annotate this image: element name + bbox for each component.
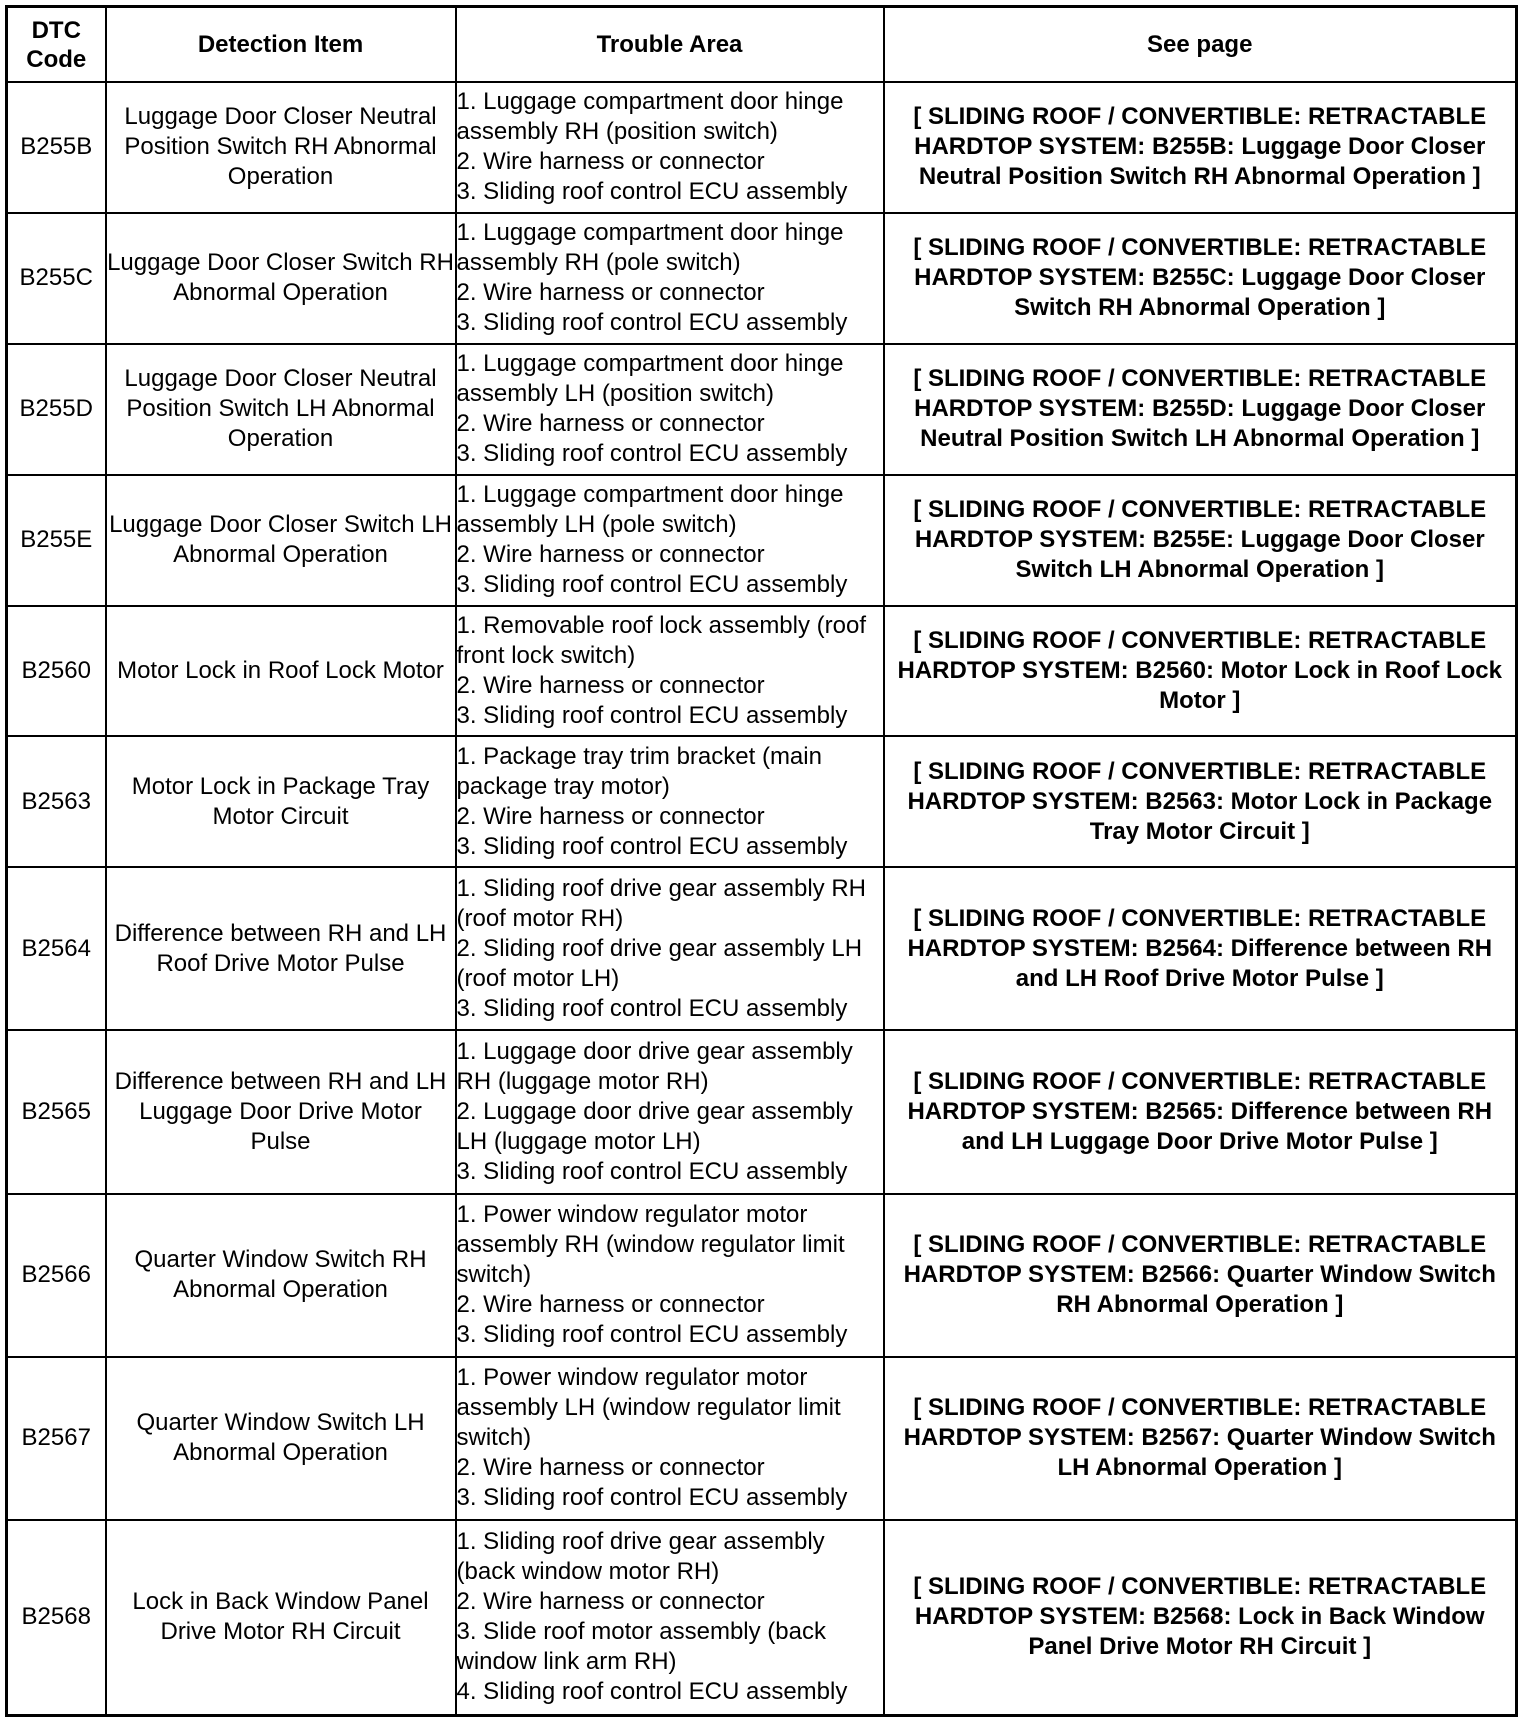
detection-item-cell: Difference between RH and LH Roof Drive Motor Pulse (106, 867, 456, 1030)
table-row (7, 736, 1517, 867)
trouble-area-item: 3. Sliding roof control ECU assembly (456, 440, 848, 468)
see-page-reference: [ SLIDING ROOF / CONVERTIBLE: RETRACTABLE HARDTOP SYSTEM: B255C: Luggage Door Closer Switch RH Abnormal Operation ] (884, 213, 1517, 344)
trouble-area-cell (456, 344, 884, 475)
trouble-area-item: 3. Sliding roof control ECU assembly (456, 1484, 848, 1512)
see-page-reference: [ SLIDING ROOF / CONVERTIBLE: RETRACTABLE HARDTOP SYSTEM: B2567: Quarter Window Switch LH Abnormal Operation ] (884, 1357, 1517, 1520)
trouble-area-cell (456, 475, 884, 606)
trouble-area-item: 2. Wire harness or connector (456, 672, 765, 699)
trouble-area-item: 1. Removable roof lock assembly (roof front lock switch) (456, 612, 866, 669)
trouble-area-cell (456, 1194, 884, 1357)
trouble-area-item: 2. Wire harness or connector (456, 1588, 765, 1616)
trouble-area-item: 2. Wire harness or connector (456, 802, 765, 830)
table-row (7, 1194, 1517, 1357)
see-page-reference: [ SLIDING ROOF / CONVERTIBLE: RETRACTABLE HARDTOP SYSTEM: B2566: Quarter Window Switch RH Abnormal Operation ] (884, 1194, 1517, 1357)
trouble-area-item: 2. Wire harness or connector (456, 1454, 765, 1482)
trouble-area-item: 2. Luggage door drive gear assembly LH (luggage motor LH) (456, 1097, 853, 1155)
detection-item-cell: Difference between RH and LH Luggage Door Drive Motor Pulse (106, 1030, 456, 1193)
see-page-reference: [ SLIDING ROOF / CONVERTIBLE: RETRACTABLE HARDTOP SYSTEM: B255D: Luggage Door Closer Neutral Position Switch LH Abnormal Operation ] (884, 344, 1517, 475)
detection-item-cell: Luggage Door Closer Switch RH Abnormal Operation (106, 213, 456, 344)
dtc-code-cell: B2567 (7, 1357, 106, 1520)
trouble-area-cell (456, 1520, 884, 1716)
trouble-area-cell (456, 213, 884, 344)
see-page-reference: [ SLIDING ROOF / CONVERTIBLE: RETRACTABLE HARDTOP SYSTEM: B255B: Luggage Door Closer Neutral Position Switch RH Abnormal Operation ] (884, 82, 1517, 213)
detection-item-cell: Quarter Window Switch RH Abnormal Operation (106, 1194, 456, 1357)
detection-item-cell: Luggage Door Closer Neutral Position Switch RH Abnormal Operation (106, 82, 456, 213)
table-body (7, 82, 1517, 1716)
trouble-area-item: 1. Luggage compartment door hinge assembly LH (position switch) (456, 350, 844, 408)
dtc-code-cell: B255D (7, 344, 106, 475)
see-page-reference: [ SLIDING ROOF / CONVERTIBLE: RETRACTABLE HARDTOP SYSTEM: B2564: Difference between RH and LH Roof Drive Motor Pulse ] (884, 867, 1517, 1030)
see-page-reference: [ SLIDING ROOF / CONVERTIBLE: RETRACTABLE HARDTOP SYSTEM: B2563: Motor Lock in Package Tray Motor Circuit ] (884, 736, 1517, 867)
table-row (7, 1520, 1517, 1716)
dtc-code-cell: B2566 (7, 1194, 106, 1357)
detection-item-cell: Motor Lock in Roof Lock Motor (106, 606, 456, 737)
dtc-code-cell: B2560 (7, 606, 106, 737)
table-row (7, 344, 1517, 475)
trouble-area-item: 1. Sliding roof drive gear assembly RH (roof motor RH) (456, 874, 867, 932)
see-page-reference: [ SLIDING ROOF / CONVERTIBLE: RETRACTABLE HARDTOP SYSTEM: B255E: Luggage Door Closer Switch LH Abnormal Operation ] (884, 475, 1517, 606)
trouble-area-item: 2. Wire harness or connector (456, 279, 765, 307)
trouble-area-cell (456, 867, 884, 1030)
dtc-code-cell: B255B (7, 82, 106, 213)
table-row (7, 867, 1517, 1030)
trouble-area-item: 1. Luggage door drive gear assembly RH (luggage motor RH) (456, 1037, 853, 1095)
table-header (7, 7, 1517, 83)
header-trouble-area: Trouble Area (456, 7, 884, 83)
trouble-area-item: 3. Sliding roof control ECU assembly (456, 1157, 848, 1185)
table-row (7, 82, 1517, 213)
header-see-page: See page (884, 7, 1517, 83)
trouble-area-item: 3. Sliding roof control ECU assembly (456, 1321, 848, 1349)
dtc-code-cell: B2563 (7, 736, 106, 867)
trouble-area-item: 3. Slide roof motor assembly (back window link arm RH) (456, 1618, 826, 1676)
see-page-reference: [ SLIDING ROOF / CONVERTIBLE: RETRACTABLE HARDTOP SYSTEM: B2568: Lock in Back Window Panel Drive Motor RH Circuit ] (884, 1520, 1517, 1716)
table-row (7, 1357, 1517, 1520)
detection-item-cell: Lock in Back Window Panel Drive Motor RH Circuit (106, 1520, 456, 1716)
dtc-code-cell: B255C (7, 213, 106, 344)
header-detection-item: Detection Item (106, 7, 456, 83)
table-row (7, 606, 1517, 737)
dtc-code-cell: B255E (7, 475, 106, 606)
trouble-area-item: 1. Luggage compartment door hinge assembly LH (pole switch) (456, 481, 844, 539)
table-row (7, 1030, 1517, 1193)
trouble-area-item: 3. Sliding roof control ECU assembly (456, 178, 848, 206)
header-row (7, 7, 1517, 83)
trouble-area-item: 2. Wire harness or connector (456, 410, 765, 438)
detection-item-cell: Luggage Door Closer Switch LH Abnormal Operation (106, 475, 456, 606)
see-page-reference: [ SLIDING ROOF / CONVERTIBLE: RETRACTABLE HARDTOP SYSTEM: B2565: Difference between RH and LH Luggage Door Drive Motor Pulse ] (884, 1030, 1517, 1193)
trouble-area-item: 3. Sliding roof control ECU assembly (456, 832, 848, 860)
dtc-code-cell: B2564 (7, 867, 106, 1030)
trouble-area-item: 1. Power window regulator motor assembly LH (window regulator limit switch) (456, 1364, 841, 1452)
dtc-code-cell: B2568 (7, 1520, 106, 1716)
trouble-area-item: 2. Wire harness or connector (456, 541, 765, 569)
trouble-area-cell (456, 736, 884, 867)
trouble-area-cell (456, 606, 884, 737)
trouble-area-item: 1. Luggage compartment door hinge assembly RH (position switch) (456, 88, 844, 146)
trouble-area-item: 2. Sliding roof drive gear assembly LH (roof motor LH) (456, 934, 863, 992)
detection-item-cell: Luggage Door Closer Neutral Position Switch LH Abnormal Operation (106, 344, 456, 475)
trouble-area-cell (456, 1357, 884, 1520)
trouble-area-item: 2. Wire harness or connector (456, 1291, 765, 1319)
trouble-area-item: 1. Power window regulator motor assembly RH (window regulator limit switch) (456, 1201, 845, 1289)
dtc-table (5, 5, 1518, 1717)
trouble-area-item: 4. Sliding roof control ECU assembly (456, 1678, 848, 1706)
trouble-area-cell (456, 1030, 884, 1193)
trouble-area-item: 3. Sliding roof control ECU assembly (456, 571, 848, 599)
trouble-area-item: 3. Sliding roof control ECU assembly (456, 994, 848, 1022)
trouble-area-item: 2. Wire harness or connector (456, 148, 765, 176)
header-dtc-code-line1: DTC (31, 16, 81, 44)
table-row (7, 475, 1517, 606)
trouble-area-item: 3. Sliding roof control ECU assembly (456, 702, 848, 729)
header-dtc-code (7, 7, 106, 83)
trouble-area-item: 1. Luggage compartment door hinge assembly RH (pole switch) (456, 219, 844, 277)
table-row (7, 213, 1517, 344)
trouble-area-cell (456, 82, 884, 213)
detection-item-cell: Quarter Window Switch LH Abnormal Operation (106, 1357, 456, 1520)
dtc-code-cell: B2565 (7, 1030, 106, 1193)
see-page-reference: [ SLIDING ROOF / CONVERTIBLE: RETRACTABLE HARDTOP SYSTEM: B2560: Motor Lock in Roof Lock Motor ] (884, 606, 1517, 737)
trouble-area-item: 1. Sliding roof drive gear assembly (back window motor RH) (456, 1528, 825, 1586)
trouble-area-item: 1. Package tray trim bracket (main package tray motor) (456, 742, 822, 800)
trouble-area-item: 3. Sliding roof control ECU assembly (456, 309, 848, 337)
detection-item-cell: Motor Lock in Package Tray Motor Circuit (106, 736, 456, 867)
header-dtc-code-line2: Code (26, 45, 87, 73)
